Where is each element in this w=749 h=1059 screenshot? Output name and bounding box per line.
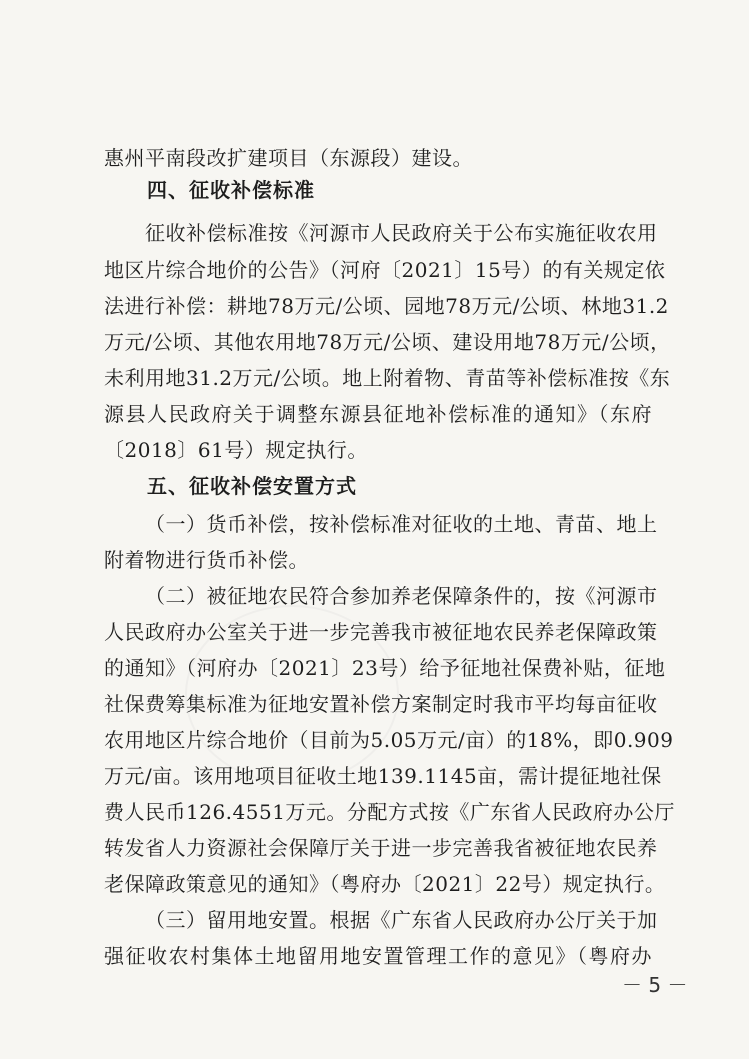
text-line: 法进行补偿：耕地78万元/公顷、园地78万元/公顷、林地31.2 xyxy=(104,294,669,318)
text-line: 惠州平南段改扩建项目（东源段）建设。 xyxy=(104,146,473,170)
text-line: 万元/公顷、其他农用地78万元/公顷、建设用地78万元/公顷， xyxy=(104,330,671,354)
text-line: 费人民币126.4551万元。分配方式按《广东省人民政府办公厅 xyxy=(104,800,675,824)
text-line: 未利用地31.2万元/公顷。地上附着物、青苗等补偿标准按《东 xyxy=(104,366,671,390)
text-line: 老保障政策意见的通知》（粤府办〔2021〕22号）规定执行。 xyxy=(104,872,666,896)
section-heading: 四、征收补偿标准 xyxy=(147,178,315,202)
text-line: （三）留用地安置。根据《广东省人民政府办公厅关于加 xyxy=(145,908,658,932)
text-line: 地区片综合地价的公告》（河府〔2021〕15号）的有关规定依 xyxy=(104,258,666,282)
text-line: 强征收农村集体土地留用地安置管理工作的意见》（粤府办 xyxy=(104,944,652,968)
section-heading: 五、征收补偿安置方式 xyxy=(147,474,357,498)
text-line: 征收补偿标准按《河源市人民政府关于公布实施征收农用 xyxy=(145,221,658,245)
page-number: － 5 － xyxy=(622,973,688,997)
text-line: 社保费筹集标准为征地安置补偿方案制定时我市平均每亩征收 xyxy=(104,692,658,716)
text-line: 附着物进行货币补偿。 xyxy=(104,548,309,572)
text-line: 〔2018〕61号）规定执行。 xyxy=(104,438,368,462)
text-line: 的通知》（河府办〔2021〕23号）给予征地社保费补贴，征地 xyxy=(104,656,666,680)
text-line: （一）货币补偿，按补偿标准对征收的土地、青苗、地上 xyxy=(145,512,658,536)
text-line: 源县人民政府关于调整东源县征地补偿标准的通知》（东府 xyxy=(104,402,652,426)
text-line: 农用地区片综合地价（目前为5.05万元/亩）的18%，即0.909 xyxy=(104,728,674,752)
text-line: 人民政府办公室关于进一步完善我市被征地农民养老保障政策 xyxy=(104,620,658,644)
text-line: 转发省人力资源社会保障厅关于进一步完善我省被征地农民养 xyxy=(104,836,658,860)
text-line: 万元/亩。该用地项目征收土地139.1145亩，需计提征地社保 xyxy=(104,764,662,788)
text-line: （二）被征地农民符合参加养老保障条件的，按《河源市 xyxy=(145,584,658,608)
